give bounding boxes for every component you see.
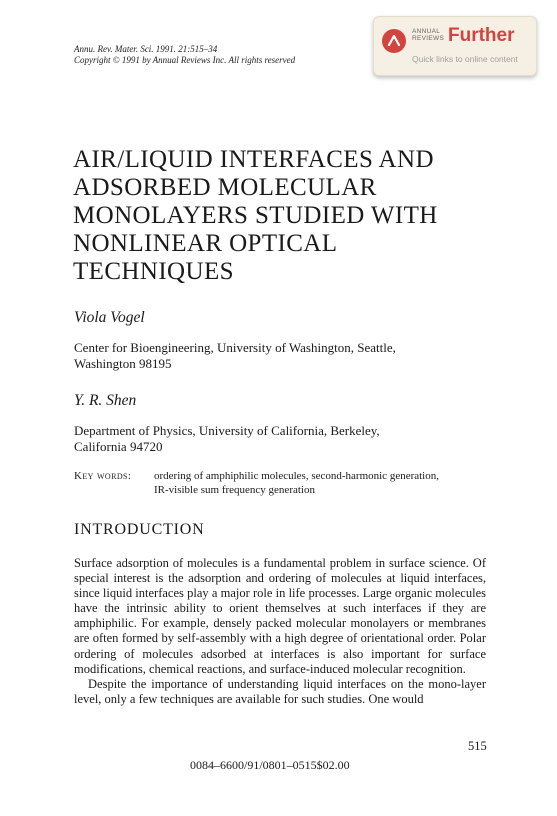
banner-subtitle: Quick links to online content <box>412 54 518 64</box>
paragraph: Despite the importance of understanding liquid interfaces on the mono-layer level, only a few techniques are available for such studies. One would <box>74 676 486 706</box>
banner-brand-line1: ANNUAL <box>412 28 441 35</box>
author-affiliation <box>74 340 454 372</box>
journal-citation <box>74 44 295 66</box>
annual-reviews-logo-icon <box>382 29 406 53</box>
affiliation-line: Department of Physics, University of California, Berkeley, <box>74 423 380 438</box>
banner-brand <box>412 28 444 42</box>
author-name: Viola Vogel <box>74 309 145 326</box>
keywords-label: Key words: <box>74 470 132 482</box>
copyright-line: Copyright © 1991 by Annual Reviews Inc. All rights reserved <box>74 55 296 65</box>
title-line: AIR/LIQUID INTERFACES AND <box>73 146 434 173</box>
affiliation-line: California 94720 <box>74 439 163 454</box>
page-number: 515 <box>468 739 487 753</box>
body-text <box>74 556 486 707</box>
paragraph: Surface adsorption of molecules is a fundamental problem in surface science. Of special interest is the adsorption and ordering of molecules at liquid interfaces, since liquid interfaces play a major role in life processes. Large organic molecules have the intrinsic ability to orient themselves at such interfaces if they are amphiphilic. For example, densely packed molecular monolayers or membranes are often formed by self-assembly with a high degree of orientational order. Polar ordering of molecules adsorbed at interfaces is also important for surface modifications, chemical reactions, and surface-induced molecular recognition. <box>74 556 486 676</box>
title-line: MONOLAYERS STUDIED WITH <box>73 202 438 229</box>
article-title <box>73 146 513 286</box>
keywords-list <box>154 469 494 497</box>
keywords-line: ordering of amphiphilic molecules, second-harmonic generation, <box>154 470 439 482</box>
title-line: NONLINEAR OPTICAL <box>73 230 338 257</box>
affiliation-line: Washington 98195 <box>74 356 172 371</box>
banner-brand-line2: REVIEWS <box>412 35 445 42</box>
keywords-line: IR-visible sum frequency generation <box>154 484 315 496</box>
section-heading: INTRODUCTION <box>74 521 205 538</box>
author-name: Y. R. Shen <box>74 392 137 409</box>
title-line: ADSORBED MOLECULAR <box>73 174 377 201</box>
journal-citation-line: Annu. Rev. Mater. Sci. 1991. 21:515–34 <box>74 44 218 54</box>
banner-title: Further <box>448 25 515 46</box>
author-affiliation <box>74 423 454 455</box>
title-line: TECHNIQUES <box>73 258 234 285</box>
affiliation-line: Center for Bioengineering, University of Washington, Seattle, <box>74 340 396 355</box>
article-code: 0084–6600/91/0801–0515$02.00 <box>190 758 350 772</box>
further-banner[interactable] <box>373 16 537 76</box>
